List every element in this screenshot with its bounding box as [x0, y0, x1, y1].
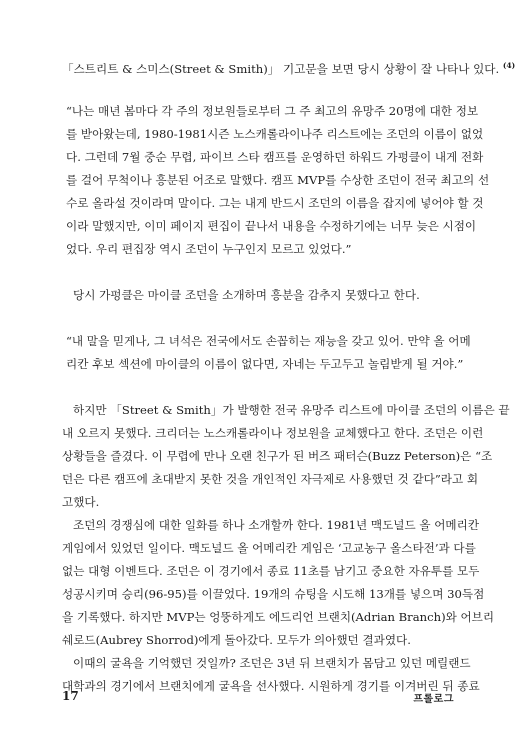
text-line: 이라 말했지만, 이미 페이지 편집이 끝나서 내용을 수정하기에는 너무 늦은 시점이	[66, 219, 477, 233]
text-line: 없는 대형 이벤트다. 조던은 이 경기에서 종료 11초를 남기고 중요한 자유투를 모두	[62, 564, 480, 578]
text-line: 게임에서 있었던 일이다. 맥도널드 올 어메리칸 게임은 ‘고교농구 올스타전’과 다를	[62, 541, 476, 555]
intro-text: 「스트리트 & 스미스(Street & Smith)」 기고문을 보면 당시 상황이 잘 나타나 있다.	[62, 61, 500, 76]
text-line	[62, 54, 515, 77]
intro-paragraph	[62, 54, 515, 77]
text-line: 다. 그런데 7월 중순 무렵, 파이브 스타 캠프를 운영하던 하워드 가펑클이 내게 전화	[66, 150, 484, 164]
text-line: 상황들을 즐겼다. 이 무렵에 만나 오랜 친구가 된 버즈 패터슨(Buzz Peterson)은 “조	[62, 449, 493, 463]
text-line: 고했다.	[62, 495, 100, 509]
text-line: 수로 올라설 것이라며 말이다. 그는 내게 반드시 조던의 이름을 잡지에 넣어야 할 것	[66, 196, 484, 210]
text-line: 이때의 굴욕을 기억했던 것일까? 조던은 3년 뒤 브랜치가 몸담고 있던 메릴랜드	[73, 656, 471, 670]
footnote-marker: (4)	[502, 61, 515, 70]
text-line: 성공시키며 승리(96-95)를 이끌었다. 19개의 슈팅을 시도해 13개를 넣으며 30득점	[62, 587, 485, 601]
text-line: 던은 다른 캠프에 초대받지 못한 것을 개인적인 자극제로 사용했던 것 같다”라고 회	[62, 472, 479, 486]
text-line: “나는 매년 봄마다 각 주의 정보원들로부터 그 주 최고의 유망주 20명에 대한 정보	[66, 104, 479, 118]
text-line: 를 걸어 무척이나 흥분된 어조로 말했다. 캠프 MVP를 수상한 조던이 전국 최고의 선	[66, 173, 490, 187]
text-line: 내 오르지 못했다. 크리더는 노스캐롤라이나 정보원을 교체했다고 한다. 조던은 이런	[62, 426, 484, 440]
text-line: 었다. 우리 편집장 역시 조던이 누구인지 모르고 있었다.”	[66, 242, 352, 256]
text-line: 대학과의 경기에서 브랜치에게 굴욕을 선사했다. 시원하게 경기를 이겨버린 뒤 종료	[62, 679, 480, 693]
body-paragraph-1	[62, 284, 454, 307]
quote-paragraph-2	[66, 330, 471, 376]
body-paragraph-3	[62, 514, 495, 652]
quote-paragraph-1	[66, 100, 490, 261]
body-paragraph-2	[62, 399, 510, 514]
text-line: 리칸 후보 섹션에 마이클의 이름이 없다면, 자네는 두고두고 놀림받게 될 거야.”	[66, 357, 464, 371]
page-footer	[62, 689, 454, 705]
text-line: “내 말을 믿게나, 그 녀석은 전국에서도 손꼽히는 재능을 갖고 있어. 만약 올 어메	[66, 334, 471, 348]
text-line: 을 기록했다. 하지만 MVP는 엉뚱하게도 에드리언 브랜치(Adrian Branch)와 어브리	[62, 610, 495, 624]
running-section-title: 프롤로그	[413, 694, 454, 705]
text-line: 쉐로드(Aubrey Shorrod)에게 돌아갔다. 모두가 의아했던 결과였다.	[62, 633, 411, 647]
text-line: 당시 가펑클은 마이클 조던을 소개하며 흥분을 감추지 못했다고 한다.	[73, 288, 420, 302]
text-line: 를 받아왔는데, 1980-1981시즌 노스캐롤라이나주 리스트에는 조던의 이름이 없었	[66, 127, 484, 141]
page-number: 17	[62, 689, 79, 703]
text-line: 하지만 「Street & Smith」가 발행한 전국 유망주 리스트에 마이클 조던의 이름은 끝	[73, 403, 510, 417]
text-line: 조던의 경쟁심에 대한 일화를 하나 소개할까 한다. 1981년 맥도널드 올 어메리칸	[73, 518, 480, 532]
